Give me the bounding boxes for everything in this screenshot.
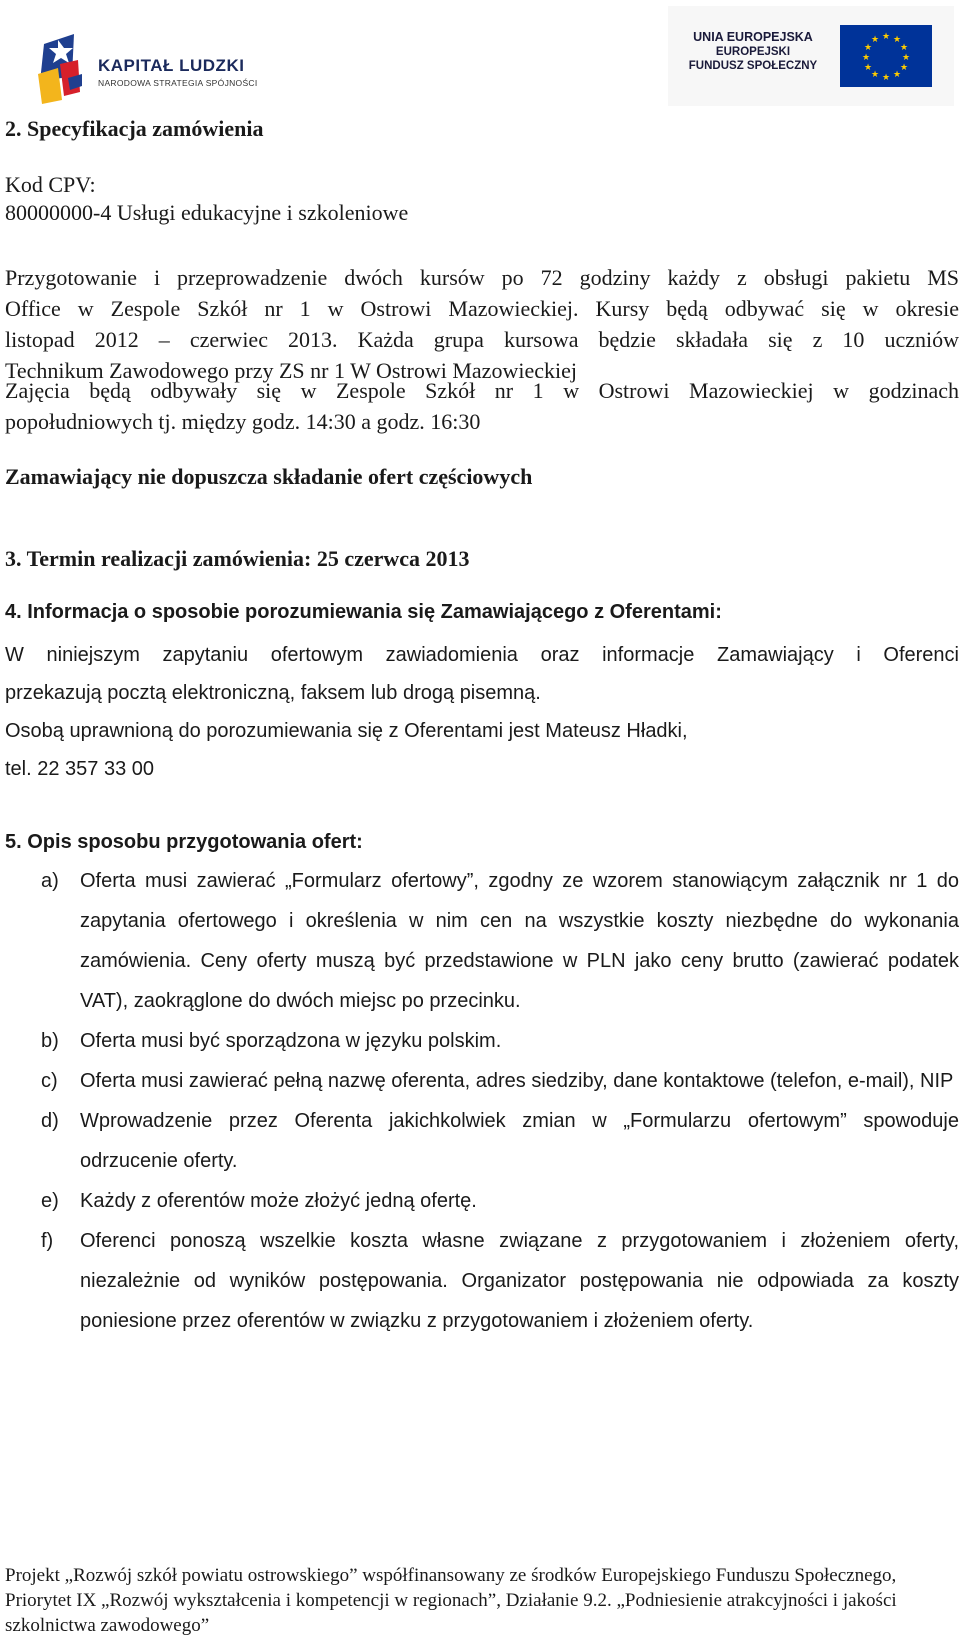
contact-phone-line: tel. 22 357 33 00: [5, 758, 155, 780]
section-5-heading: 5. Opis sposobu przygotowania ofert:: [5, 831, 363, 853]
section-3-heading: 3. Termin realizacji zamówienia: 25 czerwca 2013: [5, 546, 470, 571]
svg-text:★: ★: [881, 73, 891, 83]
svg-text:★: ★: [892, 70, 902, 80]
kapital-ludzki-logo: [38, 34, 268, 106]
svg-text:★: ★: [881, 32, 891, 42]
svg-text:★: ★: [870, 35, 880, 45]
eu-logo-line3: FUNDUSZ SPOŁECZNY: [688, 60, 818, 72]
list-item-marker: a): [41, 870, 59, 892]
list-item-marker: b): [41, 1030, 59, 1052]
order-description-line: Office w Zespole Szkół nr 1 w Ostrowi Mazowieckiej. Kursy będą odbywać się w okresie: [5, 296, 959, 321]
list-item-text: Wprowadzenie przez Oferenta jakichkolwiek zmian w „Formularzu ofertowym” spowoduje odrzucenie oferty.: [80, 1110, 959, 1172]
order-description-line: Przygotowanie i przeprowadzenie dwóch kursów po 72 godziny każdy z obsługi pakietu MS: [5, 265, 959, 290]
communication-info: [5, 636, 959, 788]
section-4-heading: 4. Informacja o sposobie porozumiewania się Zamawiającego z Oferentami:: [5, 601, 722, 623]
list-item: [5, 1021, 959, 1061]
svg-text:★: ★: [870, 70, 880, 80]
svg-text:★: ★: [899, 43, 909, 53]
kapital-ludzki-subtitle: NARODOWA STRATEGIA SPÓJNOŚCI: [98, 78, 258, 88]
list-item-text: Oferenci ponoszą wszelkie koszta własne związane z przygotowaniem i złożeniem oferty, niezależnie od wyników postępowania. Organizator postępowania nie odpowiada za koszty poniesione przez oferentów w związku z przygotowaniem i złożeniem oferty.: [80, 1230, 959, 1332]
communication-info-line: W niniejszym zapytaniu ofertowym zawiadomienia oraz informacje Zamawiający i Oferenci: [5, 644, 959, 666]
svg-text:★: ★: [892, 35, 902, 45]
eu-logo-line2: EUROPEJSKI: [715, 46, 791, 58]
eu-fund-logo: [668, 6, 954, 106]
no-partial-offers-note: Zamawiający nie dopuszcza składanie ofert częściowych: [5, 464, 533, 489]
svg-text:★: ★: [899, 63, 909, 73]
order-description-line: Technikum Zawodowego przy ZS nr 1 W Ostrowi Mazowieckiej: [5, 358, 577, 383]
list-item: [5, 1101, 959, 1181]
cpv-label: Kod CPV:: [5, 172, 96, 197]
kapital-ludzki-title: KAPITAŁ LUDZKI: [98, 56, 245, 75]
list-item-text: Każdy z oferentów może złożyć jedną ofertę.: [80, 1190, 477, 1212]
eu-logo-text: [688, 30, 818, 73]
list-item-text: Oferta musi zawierać „Formularz ofertowy”, zgodny ze wzorem stanowiącym załącznik nr 1 do zapytania ofertowego i określenia w nim cen na wszystkie koszty niezbędne do wykonania zamówienia. Ceny oferty muszą być przedstawione w PLN jako ceny brutto (zawierać podatek VAT), zaokrąglone do dwóch miejsc po przecinku.: [80, 870, 959, 1012]
list-item: [5, 1181, 959, 1221]
list-item-marker: f): [41, 1230, 54, 1252]
list-item: [5, 1061, 959, 1101]
offer-requirements-list: [5, 861, 959, 1341]
svg-text:★: ★: [861, 53, 871, 63]
cpv-value: 80000000-4 Usługi edukacyjne i szkoleniowe: [5, 200, 409, 225]
schedule-description-line: Zajęcia będą odbywały się w Zespole Szkół nr 1 w Ostrowi Mazowieckiej w godzinach: [5, 378, 959, 403]
eu-logo-line1: UNIA EUROPEJSKA: [693, 30, 813, 44]
list-item-marker: d): [41, 1110, 59, 1132]
list-item: [5, 861, 959, 1021]
order-description: [5, 262, 959, 386]
list-item-marker: c): [41, 1070, 58, 1092]
list-item-text: Oferta musi zawierać pełną nazwę oferenta, adres siedziby, dane kontaktowe (telefon, e-mail), NIP: [80, 1070, 954, 1092]
schedule-description-line: popołudniowych tj. między godz. 14:30 a godz. 16:30: [5, 409, 481, 434]
svg-text:★: ★: [863, 63, 873, 73]
kapital-ludzki-emblem-icon: [38, 34, 94, 104]
svg-text:★: ★: [901, 53, 911, 63]
section-2-heading: 2. Specyfikacja zamówienia: [5, 116, 264, 141]
project-footer: Projekt „Rozwój szkół powiatu ostrowskiego” współfinansowany ze środków Europejskiego Funduszu Społecznego, Priorytet IX „Rozwój wykształcenia i kompetencji w regionach”, Działanie 9.2. „Podniesienie atrakcyjności i jakości szkolnictwa zawodowego”: [5, 1565, 897, 1636]
list-item-marker: e): [41, 1190, 59, 1212]
communication-info-line: przekazują pocztą elektroniczną, faksem lub drogą pisemną.: [5, 682, 541, 704]
svg-text:★: ★: [863, 43, 873, 53]
list-item: [5, 1221, 959, 1341]
list-item-text: Oferta musi być sporządzona w języku polskim.: [80, 1030, 502, 1052]
schedule-description: [5, 375, 959, 437]
order-description-line: listopad 2012 – czerwiec 2013. Każda grupa kursowa będzie składała się z 10 uczniów: [5, 327, 959, 352]
contact-person-line: Osobą uprawnioną do porozumiewania się z Oferentami jest Mateusz Hładki,: [5, 720, 688, 742]
eu-flag-icon: [840, 25, 932, 87]
